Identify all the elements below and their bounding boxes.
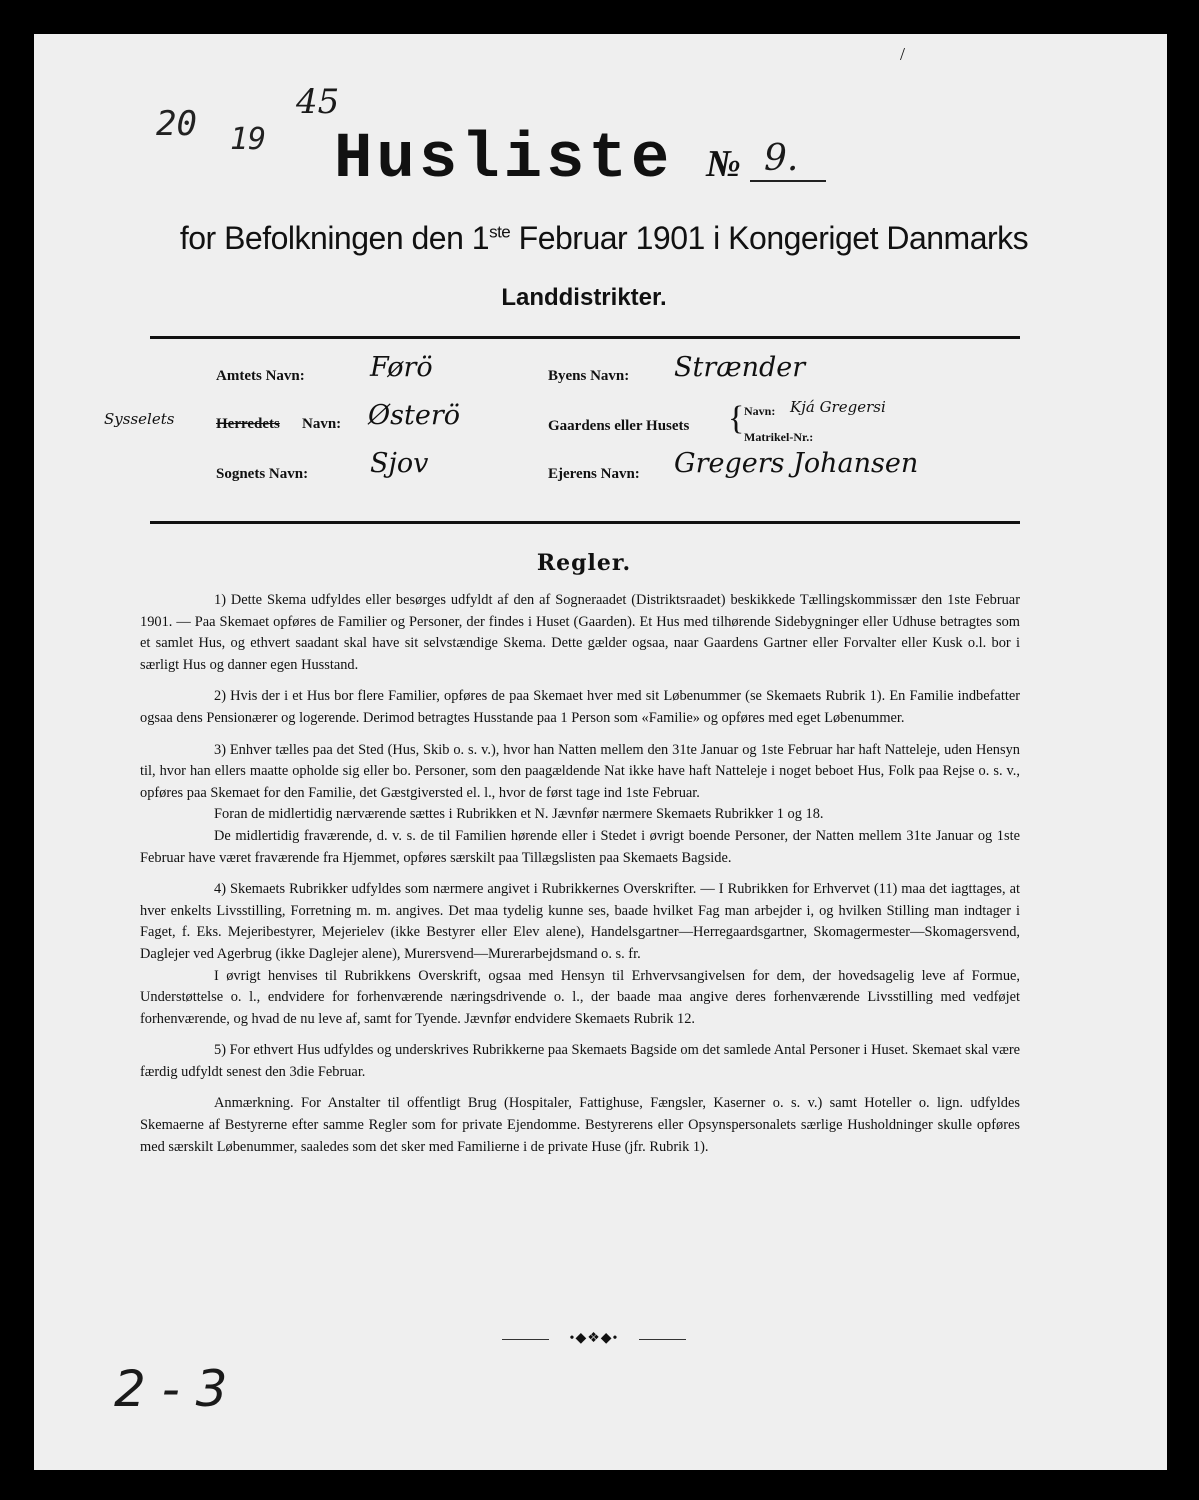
- sogn-label: Sognets Navn:: [216, 466, 309, 482]
- divider-bottom: [150, 521, 1020, 524]
- amt-value: Førö: [370, 352, 433, 383]
- census-form-sheet: [34, 34, 1167, 1470]
- form-subtitle: [134, 220, 1074, 257]
- rule-paragraph-1: 1) Dette Skema udfyldes eller besørges udfyldt af den af Sogneraadet (Distriktsraadet) beskikkede Tællingskommissær den 1ste Februar 1901. — Paa Skemaet opføres de Familier og Personer, der findes i Huset (Gaarden). Et Hus med tilhørende Sidebygninger eller Udhuse betragtes som et samlet Hus, og ethvert saadant skal have sit selvstændige Skema. Dette gælder ogsaa, naar Gaardens Gartner eller Forvalter eller Kusk o.l. bor i særligt Hus og danner egen Husstand.: [140, 592, 1020, 673]
- rule-paragraph-3a: Foran de midlertidig nærværende sættes i Rubrikken et N. Jævnfør nærmere Skemaets Rubrikker 1 og 18.: [214, 806, 824, 823]
- sogn-value: Sjov: [370, 448, 429, 479]
- rule-paragraph-4: 4) Skemaets Rubrikker udfyldes som nærmere angivet i Rubrikkernes Overskrifter. — I Rubrikken for Erhvervet (11) maa det iagttages, at hver enkelts Livsstilling, Forretning m. m. angives. Det maa tydelig kunne ses, baade hvilket Fag man arbejder i, og hvilken Stilling man indtager i Faget, f. Eks. Mejeribestyrer, Mejerielev (ikke Bestyrer eller Elev alene), Handelsgartner—Herregaardsgartner, Skomagermester—Skomagersvend, Daglejer ved Agerbrug (ikke Daglejer alene), Murersvend—Murerarbejdsmand o. s. fr.: [140, 881, 1020, 962]
- by-label: Byens Navn:: [548, 368, 630, 384]
- gaard-navn-value: Kjá Gregersi: [790, 398, 886, 416]
- matrikel-label: Matrikel-Nr.:: [744, 430, 814, 444]
- rule-paragraph-2: 2) Hvis der i et Hus bor flere Familier, opføres de paa Skemaet hver med sit Løbenummer (se Skemaets Rubrik 1). En Familie indbefatter ogsaa dens Pensionærer og logerende. Derimod betragtes Husstande paa 1 Person som «Familie» og opføres med eget Løbenummer.: [140, 688, 1020, 726]
- subtitle-part-2: Februar 1901 i Kongeriget Danmarks: [510, 220, 1029, 256]
- herred-label: Navn:: [302, 416, 342, 432]
- rule-paragraph-5: 5) For ethvert Hus udfyldes og underskrives Rubrikkerne paa Skemaets Bagside om det samlede Antal Personer i Huset. Skemaet skal være færdig udfyldt senest den 3die Februar.: [140, 1042, 1020, 1080]
- gaard-brace: {: [728, 400, 745, 437]
- herred-prefix-handwritten: Sysselets: [104, 410, 175, 428]
- herred-label-struck: Herredets: [216, 416, 280, 432]
- archive-number-middle: 19: [230, 122, 267, 157]
- gaard-label: Gaardens eller Husets: [548, 418, 690, 434]
- number-value: 9.: [764, 138, 799, 179]
- amt-label: Amtets Navn:: [216, 368, 305, 384]
- rules-body: [140, 590, 1020, 1158]
- pencil-tick-mark: /: [900, 44, 906, 64]
- rules-heading: Regler.: [536, 550, 632, 576]
- divider-top: [150, 336, 1020, 339]
- number-underline: [750, 180, 826, 182]
- ejer-value: Gregers Johansen: [674, 448, 919, 479]
- district-type: Landdistrikter.: [501, 284, 667, 311]
- gaard-navn-label: Navn:: [744, 404, 776, 418]
- ornament-divider: •◆❖◆•: [549, 1330, 639, 1347]
- subtitle-part-1: for Befolkningen den 1: [179, 220, 490, 256]
- subtitle-superscript: ste: [489, 222, 511, 242]
- by-value: Strænder: [674, 352, 806, 383]
- herred-value: Østerö: [368, 400, 460, 431]
- form-title: Husliste: [334, 124, 674, 196]
- rule-paragraph-3b: De midlertidig fraværende, d. v. s. de til Familien hørende eller i Stedet i øvrigt boende Personer, der Natten mellem 31te Januar og 1ste Februar have været fraværende fra Hjemmet, opføres særskilt paa Tillægslisten paa Skemaets Bagside.: [140, 827, 1020, 866]
- rule-paragraph-3: 3) Enhver tælles paa det Sted (Hus, Skib o. s. v.), hvor han Natten mellem den 31te Januar og 1ste Februar har haft Natteleje, uden Hensyn til, hvor han ellers maatte opholde sig eller bo. Personer, som den paagældende Nat ikke have haft Natteleje i noget beboet Hus, Folk paa Rejse o. s. v., opføres paa Skemaet for den Familie, det Gæstgiversted el. l., hvor de først tage ind 1ste Februar.: [140, 741, 1020, 801]
- number-label: №: [706, 143, 741, 185]
- rule-paragraph-4a: I øvrigt henvises til Rubrikkens Overskrift, ogsaa med Hensyn til Erhvervsangivelsen for dem, der hovedsagelig leve af Formue, Understøttelse o. l., endvidere for forhenværende næringsdrivende o. l., der baade maa angive deres forhenværende Livsstilling med vedføjet forhenværende, og hvad de nu leve af, samt for Tyende. Jævnfør endvidere Skemaets Rubrik 12.: [140, 967, 1020, 1027]
- ejer-label: Ejerens Navn:: [548, 466, 640, 482]
- archive-number-top: 45: [296, 82, 340, 122]
- rule-note: Anmærkning. For Anstalter til offentligt Brug (Hospitaler, Fattighuse, Fængsler, Kaserner o. s. v.) samt Hoteller o. lign. udfyldes Skemaerne af Bestyrerne efter samme Regler som for private Ejendomme. Bestyrerens eller Opsynspersonalets særlige Husholdninger skulle opføres med særskilt Løbenummer, saaledes som det sker med Familierne i de private Huse (jfr. Rubrik 1).: [140, 1095, 1020, 1155]
- corner-handwritten-note: 2 - 3: [114, 1360, 228, 1418]
- archive-number-left: 20: [156, 104, 197, 144]
